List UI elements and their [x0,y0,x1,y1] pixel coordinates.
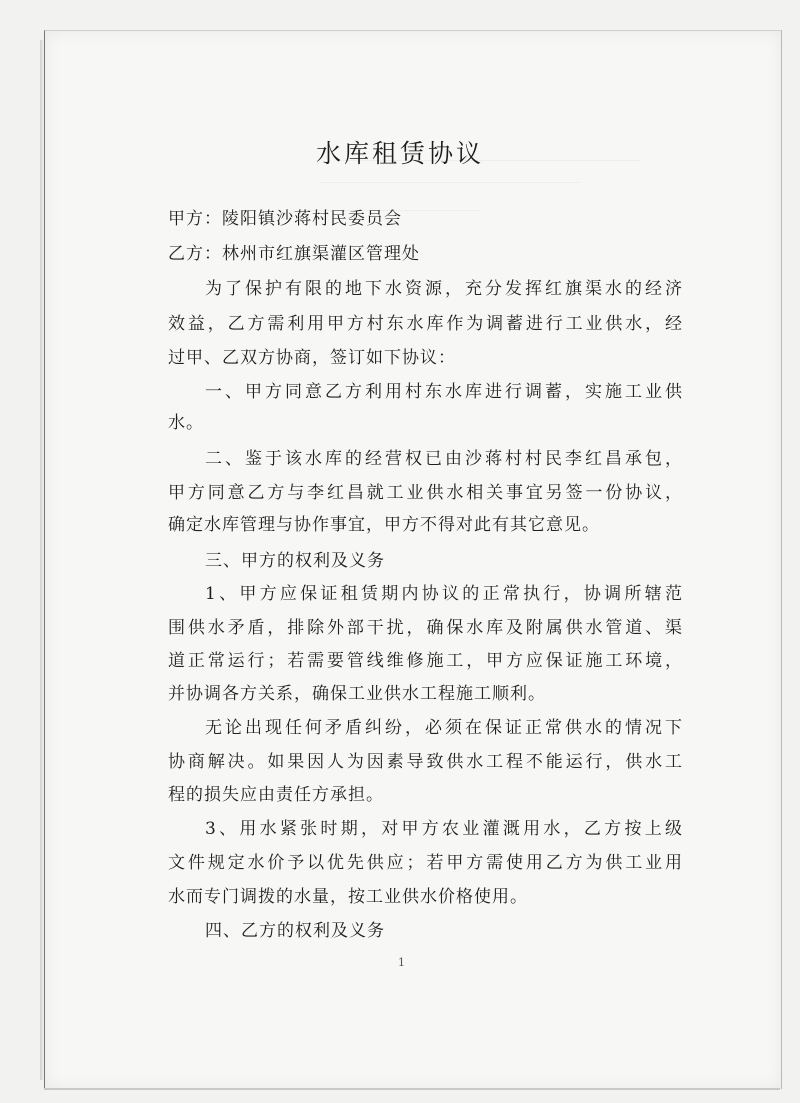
document-title: 水库租赁协议 [315,139,484,168]
paragraph-line: 效益，乙方需利用甲方村东水库作为调蓄进行工业供水，经 [168,314,683,334]
party-b-line: 乙方：林州市红旗渠灌区管理处 [168,244,420,264]
paragraph-line: 水。 [168,413,204,433]
paragraph-line: 过甲、乙双方协商，签订如下协议： [168,348,456,368]
paragraph-line: 道正常运行；若需要管线维修施工，甲方应保证施工环境， [168,651,683,671]
paragraph-line: 并协调各方关系，确保工业供水工程施工顺利。 [168,684,546,704]
paragraph-line: 协商解决。如果因人为因素导致供水工程不能运行，供水工 [168,752,683,772]
paragraph-line: 确定水库管理与协作事宜，甲方不得对此有其它意见。 [168,515,600,535]
paragraph-line: 程的损失应由责任方承担。 [168,785,384,805]
section-heading: 四、乙方的权利及义务 [205,921,385,941]
paragraph-line: 一、甲方同意乙方利用村东水库进行调蓄，实施工业供 [205,382,683,402]
paragraph-line: 3、用水紧张时期，对甲方农业灌溉用水，乙方按上级 [205,819,683,839]
paragraph-line: 围供水矛盾，排除外部干扰，确保水库及附属供水管道、渠 [168,618,683,638]
paragraph-line: 文件规定水价予以优先供应；若甲方需使用乙方为供工业用 [168,853,683,873]
paragraph-line: 二、鉴于该水库的经营权已由沙蒋村村民李红昌承包， [205,449,683,469]
scan-bottom-edge [44,1088,780,1090]
paragraph-line: 无论出现任何矛盾纠纷，必须在保证正常供水的情况下 [205,718,683,738]
section-heading: 三、甲方的权利及义务 [205,551,385,571]
bleed-mark [320,182,580,183]
paragraph-line: 水而专门调拨的水量，按工业供水价格使用。 [168,887,528,907]
paragraph-line: 甲方同意乙方与李红昌就工业供水相关事宜另签一份协议， [168,483,683,503]
page-number: 1 [398,956,405,969]
paragraph-line: 1、甲方应保证租赁期内协议的正常执行，协调所辖范 [205,584,683,604]
paragraph-line: 为了保护有限的地下水资源，充分发挥红旗渠水的经济 [205,279,683,299]
party-a-line: 甲方：陵阳镇沙蒋村民委员会 [168,209,402,229]
